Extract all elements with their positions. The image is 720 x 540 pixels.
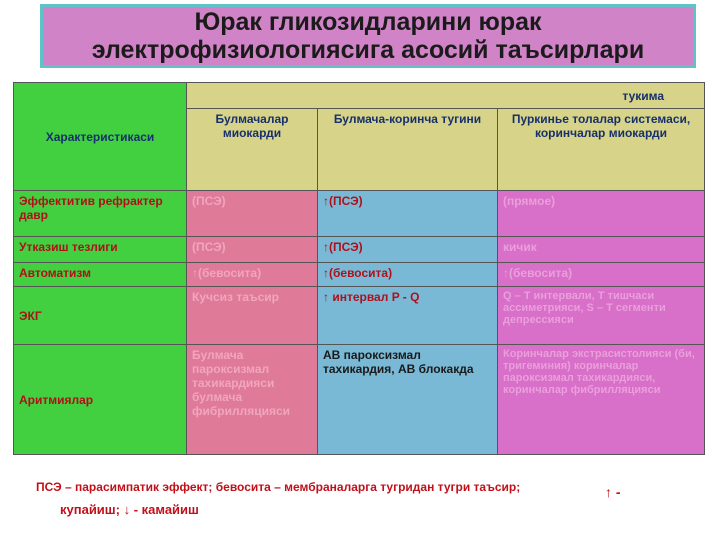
title-banner: [40, 4, 696, 68]
cell-purkinje: Коринчалар экстрасистолияси (би, тригеминия) коринчалар пароксизмал тахикардияси, коринчалар фибрилляцияси: [498, 345, 705, 455]
table-row: [14, 287, 705, 345]
header-col-atrial: Булмачалар миокарди: [187, 109, 318, 191]
cell-atrial: (ПСЭ): [187, 191, 318, 237]
row-label-refractory: Эффектитив рефрактер давр: [14, 191, 187, 237]
title-line-1: Юрак гликозидларини юрак: [194, 8, 542, 36]
legend-arrow-up: ↑ -: [605, 484, 621, 500]
legend-line-1: ПСЭ – парасимпатик эффект; бевосита – мембраналарга тугридан тугри таъсир;: [36, 480, 521, 494]
row-label-automatism: Автоматизм: [14, 263, 187, 287]
legend-line-2: купайиш; ↓ - камайиш: [60, 502, 199, 517]
cell-atrial: ↑(бевосита): [187, 263, 318, 287]
cell-purkinje: (прямое): [498, 191, 705, 237]
cell-av-node: АВ пароксизмал тахикардия, АВ блокакда: [318, 345, 498, 455]
table-row: [14, 345, 705, 455]
row-label-ecg: ЭКГ: [14, 287, 187, 345]
cell-av-node: ↑(ПСЭ): [318, 237, 498, 263]
table-row: [14, 263, 705, 287]
cell-purkinje: ↑(бевосита): [498, 263, 705, 287]
header-tissue: тукима: [187, 83, 705, 109]
cell-av-node: ↑(бевосита): [318, 263, 498, 287]
cell-atrial: (ПСЭ): [187, 237, 318, 263]
cell-atrial: Кучсиз таъсир: [187, 287, 318, 345]
title-line-2: электрофизиологиясига асосий таъсирлари: [91, 36, 645, 64]
cell-purkinje: кичик: [498, 237, 705, 263]
table-row: [14, 191, 705, 237]
header-col-av-node: Булмача-коринча тугини: [318, 109, 498, 191]
cell-av-node: ↑ интервал P - Q: [318, 287, 498, 345]
cell-av-node: ↑(ПСЭ): [318, 191, 498, 237]
row-label-conduction: Утказиш тезлиги: [14, 237, 187, 263]
table-row: [14, 237, 705, 263]
header-characteristic: Характеристикаси: [14, 83, 187, 191]
header-col-purkinje: Пуркинье толалар системаси, коринчалар миокарди: [498, 109, 705, 191]
cell-purkinje: Q – T интервали, T тишчаси ассиметрияси, S – T сегменти депрессияси: [498, 287, 705, 345]
row-label-arrhythmia: Аритмиялар: [14, 345, 187, 455]
cell-atrial: Булмача пароксизмал тахикардияси булмача фибрилляцияси: [187, 345, 318, 455]
effects-table: [13, 82, 705, 455]
